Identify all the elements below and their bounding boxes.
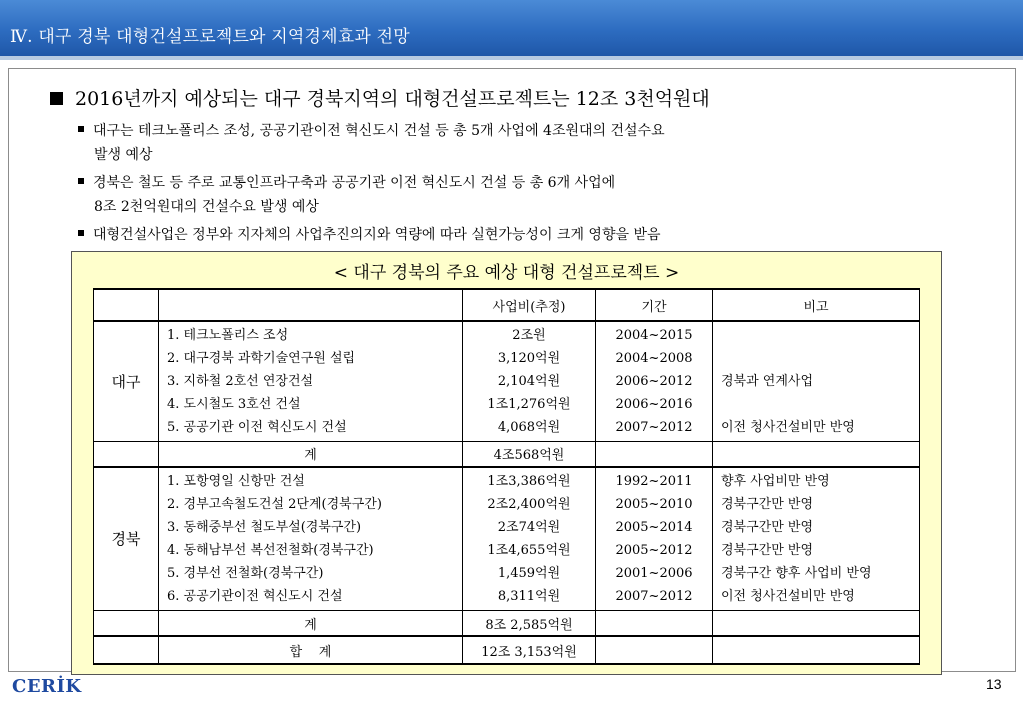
project-name: 3. 동해중부선 철도부설(경북구간) — [167, 519, 362, 535]
project-name: 3. 지하철 2호선 연장건설 — [167, 373, 314, 389]
grand-total-label: 합 계 — [159, 636, 463, 664]
project-note — [721, 347, 911, 370]
project-cost: 2조74억원 — [497, 519, 561, 535]
project-name: 1. 테크노폴리스 조성 — [167, 327, 289, 343]
bullet-item — [78, 224, 661, 244]
project-note — [721, 393, 911, 416]
region-gyeongbuk: 경북 — [94, 467, 159, 611]
project-name: 6. 공공기관이전 혁신도시 건설 — [167, 588, 343, 604]
project-period: 1992~2011 — [615, 473, 693, 489]
gyeongbuk-periods-cell — [596, 467, 713, 611]
total-region-blank — [94, 636, 159, 664]
subtotal-value: 4조568억원 — [463, 441, 596, 467]
page-number: 13 — [986, 676, 1002, 692]
headline-text: 2016년까지 예상되는 대구 경북지역의 대형건설프로젝트는 12조 3천억원대 — [75, 88, 710, 110]
subtotal-region-blank — [94, 441, 159, 467]
header-period: 기간 — [596, 289, 713, 321]
project-period: 2007~2012 — [615, 419, 693, 435]
project-cost: 8,311억원 — [497, 588, 561, 604]
bullet-text: 경북은 철도 등 주로 교통인프라구축과 공공기관 이전 혁신도시 건설 등 총 6개 사업에 — [93, 175, 616, 191]
project-cost: 3,120억원 — [497, 350, 561, 366]
project-cost: 2조원 — [512, 327, 546, 343]
project-period: 2004~2008 — [615, 350, 693, 366]
project-period: 2005~2014 — [615, 519, 693, 535]
daegu-subtotal-row — [94, 441, 920, 467]
table-header-row — [94, 289, 920, 321]
project-name: 1. 포항영일 신항만 건설 — [167, 473, 305, 489]
project-period: 2005~2012 — [615, 542, 693, 558]
gyeongbuk-subtotal-row — [94, 611, 920, 637]
project-note: 이전 청사건설비만 반영 — [721, 588, 855, 604]
total-note-blank — [713, 636, 920, 664]
project-name: 4. 도시철도 3호선 건설 — [167, 396, 301, 412]
region-daegu: 대구 — [94, 321, 159, 441]
subtotal-note-blank — [713, 611, 920, 637]
total-period-blank — [596, 636, 713, 664]
projects-table — [93, 288, 920, 665]
project-period: 2006~2016 — [615, 396, 693, 412]
grand-total-row — [94, 636, 920, 664]
project-cost: 1,459억원 — [497, 565, 561, 581]
project-note: 경북과 연계사업 — [721, 373, 814, 389]
project-cost: 4,068억원 — [497, 419, 561, 435]
daegu-costs-cell — [463, 321, 596, 441]
project-name: 2. 경부고속철도건설 2단계(경북구간) — [167, 496, 382, 512]
header-region — [94, 289, 159, 321]
slide-title: Ⅳ. 대구 경북 대형건설프로젝트와 지역경제효과 전망 — [10, 27, 410, 47]
subtotal-period-blank — [596, 441, 713, 467]
bullet-text: 대형건설사업은 정부와 지자체의 사업추진의지와 역량에 따라 실현가능성이 크게 영향을 받음 — [93, 227, 661, 243]
gyeongbuk-projects-cell — [159, 467, 463, 611]
project-note — [721, 324, 911, 347]
cerik-logo: CERİK — [12, 676, 82, 697]
headline — [50, 84, 710, 111]
project-period: 2007~2012 — [615, 588, 693, 604]
header-project — [159, 289, 463, 321]
project-note: 향후 사업비만 반영 — [721, 473, 830, 489]
bullet-continuation: 8조 2천억원대의 건설수요 발생 예상 — [94, 199, 319, 215]
project-cost: 1조3,386억원 — [487, 473, 571, 489]
subtotal-region-blank — [94, 611, 159, 637]
project-period: 2005~2010 — [615, 496, 693, 512]
project-name: 5. 경부선 전철화(경북구간) — [167, 565, 324, 581]
subtotal-label: 계 — [159, 611, 463, 637]
gyeongbuk-group-row — [94, 467, 920, 611]
project-cost: 1조1,276억원 — [487, 396, 571, 412]
subtotal-value: 8조 2,585억원 — [463, 611, 596, 637]
project-cost: 2,104억원 — [497, 373, 561, 389]
small-square-bullet-icon — [78, 178, 84, 184]
project-name: 4. 동해남부선 복선전철화(경북구간) — [167, 542, 374, 558]
small-square-bullet-icon — [78, 126, 84, 132]
bullet-item — [78, 120, 665, 140]
header-note: 비고 — [713, 289, 920, 321]
grand-total-value: 12조 3,153억원 — [463, 636, 596, 664]
square-bullet-icon — [50, 92, 63, 105]
project-note: 경북구간만 반영 — [721, 496, 814, 512]
project-period: 2001~2006 — [615, 565, 693, 581]
project-period: 2006~2012 — [615, 373, 693, 389]
daegu-notes-cell — [713, 321, 920, 441]
daegu-projects-cell — [159, 321, 463, 441]
bullet-continuation: 발생 예상 — [94, 147, 153, 163]
daegu-periods-cell — [596, 321, 713, 441]
table-caption: < 대구 경북의 주요 예상 대형 건설프로젝트 > — [333, 263, 680, 283]
project-period: 2004~2015 — [615, 327, 693, 343]
subtotal-note-blank — [713, 441, 920, 467]
subtotal-label: 계 — [159, 441, 463, 467]
project-note: 이전 청사건설비만 반영 — [721, 419, 855, 435]
title-bar — [0, 0, 1023, 60]
daegu-group-row — [94, 321, 920, 441]
subtotal-period-blank — [596, 611, 713, 637]
small-square-bullet-icon — [78, 230, 84, 236]
project-name: 5. 공공기관 이전 혁신도시 건설 — [167, 419, 347, 435]
project-note: 경북구간만 반영 — [721, 542, 814, 558]
bullet-text: 대구는 테크노폴리스 조성, 공공기관이전 혁신도시 건설 등 총 5개 사업에 4조원대의 건설수요 — [93, 123, 665, 139]
project-cost: 2조2,400억원 — [487, 496, 571, 512]
project-note: 경북구간 향후 사업비 반영 — [721, 565, 872, 581]
header-cost: 사업비(추정) — [463, 289, 596, 321]
project-name: 2. 대구경북 과학기술연구원 설립 — [167, 350, 356, 366]
project-note: 경북구간만 반영 — [721, 519, 814, 535]
project-cost: 1조4,655억원 — [487, 542, 571, 558]
gyeongbuk-notes-cell — [713, 467, 920, 611]
gyeongbuk-costs-cell — [463, 467, 596, 611]
bullet-item — [78, 172, 615, 192]
